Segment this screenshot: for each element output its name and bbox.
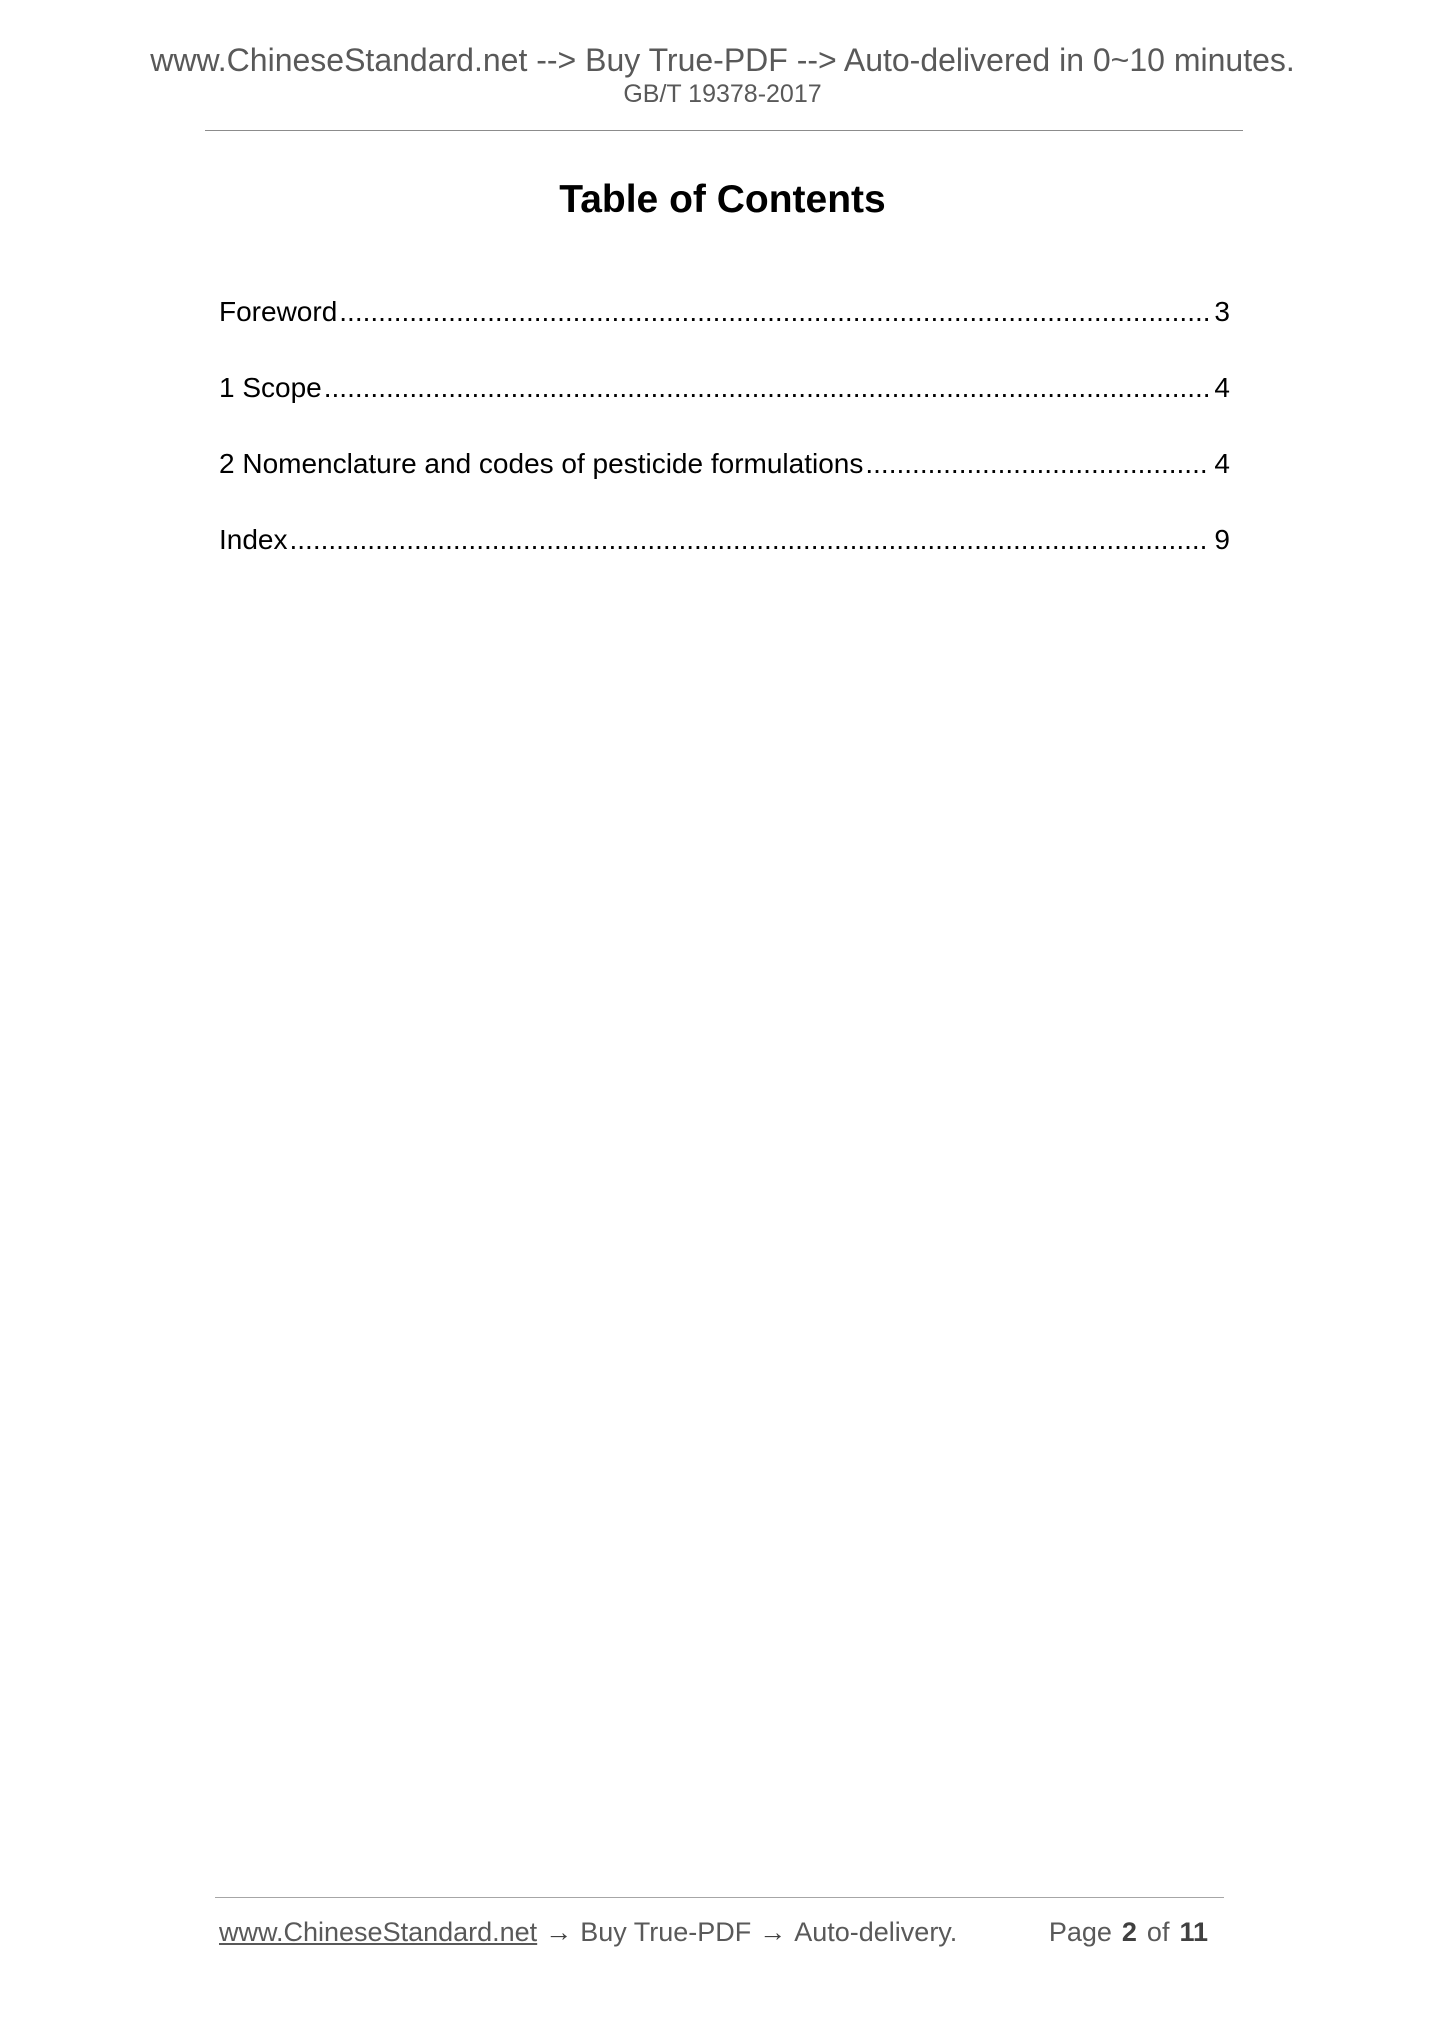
page-footer [219,1914,1224,1950]
toc-entry-label: Index [219,524,288,555]
page-word: Page [1048,1917,1112,1947]
toc-entry-page: 9 [1214,524,1230,555]
of-word: of [1146,1917,1170,1947]
toc-leader-dots [290,522,1211,558]
footer-step-delivery: Auto-delivery. [794,1917,958,1947]
toc-list [219,294,1230,598]
toc-entry-page: 3 [1214,296,1230,327]
header-banner: www.ChineseStandard.net --> Buy True-PDF --> Auto-delivered in 0~10 minutes. [150,42,1295,78]
footer-divider [215,1897,1224,1898]
arrow-right-icon: → [545,1917,573,1947]
toc-leader-dots [339,294,1210,330]
current-page-number: 2 [1121,1917,1137,1947]
toc-title: Table of Contents [559,178,886,221]
toc-entry-page: 4 [1214,448,1230,479]
toc-entry-page: 4 [1214,372,1230,403]
header-divider [205,130,1243,131]
toc-entry-label: 1 Scope [219,372,322,403]
footer-step-buy: Buy True-PDF [580,1917,752,1947]
footer-tagline [219,1914,957,1950]
footer-site-link[interactable]: www.ChineseStandard.net [219,1917,538,1947]
toc-leader-dots [324,370,1211,406]
toc-entry-scope[interactable] [219,370,1230,446]
toc-entry-label: 2 Nomenclature and codes of pesticide formulations [219,448,864,479]
toc-entry-index[interactable] [219,522,1230,598]
standard-code: GB/T 19378-2017 [623,80,822,108]
toc-entry-nomenclature[interactable] [219,446,1230,522]
toc-leader-dots [865,446,1210,482]
toc-entry-label: Foreword [219,296,338,327]
arrow-right-icon: → [759,1917,787,1947]
toc-entry-foreword[interactable] [219,294,1230,370]
page-counter [1049,1914,1218,1950]
total-pages-number: 11 [1179,1917,1208,1947]
